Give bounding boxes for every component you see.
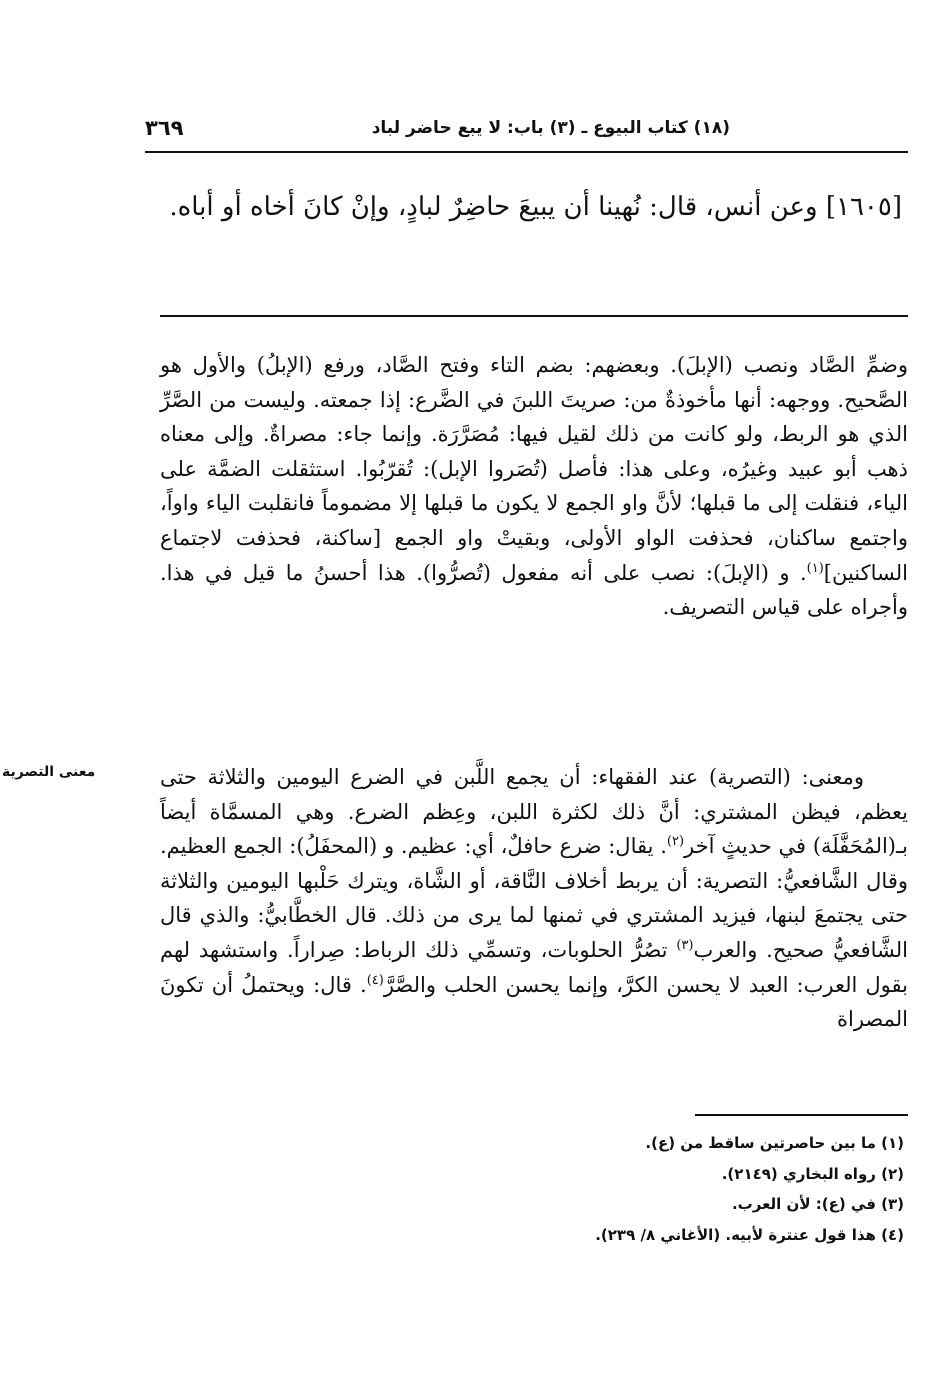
- hadith-number: [١٦٠٥]: [825, 192, 902, 222]
- commentary-paragraph-1: [160, 348, 908, 625]
- hadith-body: وعن أنس، قال: نُهينا أن يبيعَ حاضِرٌ لبادٍ، وإنْ كانَ أخاه أو أباه.: [169, 192, 818, 222]
- footnote-rule: [695, 1114, 908, 1116]
- page-header: [145, 112, 908, 152]
- footnote-marker-4[interactable]: (٤): [366, 972, 384, 988]
- commentary-text: ومعنى: (التصرية) عند الفقهاء: أن يجمع اللَّبن في الضرع اليومين والثلاثة حتى يعظم، فيظن المشتري: أنَّ ذلك لكثرة اللبن، وعِظم الضرع. وهي المسمَّاة أيضاً بـ(المُحَفَّلَة) في حديثٍ آخر: [160, 765, 908, 859]
- commentary-text: تصُرُّ الحلوبات، وتسمِّي ذلك الرباط: صِراراً. واستشهد لهم بقول العرب: العبد لا يحسن الكرَّ، وإنما يحسن الحلب والصَّرَّ: [160, 937, 908, 997]
- commentary-text: . يقال: ضرع حافلٌ، أي: عظيم. و (المحفَلُ): الجمع العظيم. وقال الشَّافعيُّ: التصرية: أن يربط أخلاف النَّاقة، أو الشَّاة، ويترك حَلْبها اليومين والثلاثة حتى يجتمعَ لبنها، فيزيد المشتري في ثمنها لما يرى من ذلك. قال الخطَّابيُّ: والذي قال الشَّافعيُّ صحيح. والعرب: [160, 834, 908, 962]
- footnotes-list: [160, 1128, 904, 1250]
- header-rule: [145, 151, 908, 153]
- hadith-text: [160, 178, 902, 236]
- commentary-paragraph-2: [160, 760, 908, 1037]
- running-head: (١٨) كتاب البيوع ـ (٣) باب: لا يبع حاضر لباد: [371, 118, 730, 138]
- footnote-marker-3[interactable]: (٣): [676, 937, 694, 953]
- commentary-text: . و (الإبلَ): نصب على أنه مفعول (تُصرُّوا). هذا أحسنُ ما قيل في هذا. وأجراه على قياس التصريف.: [160, 560, 908, 620]
- footnote-marker-2[interactable]: (٢): [666, 834, 685, 850]
- margin-note: معنى التصرية: [2, 764, 96, 780]
- commentary-text: . قال: ويحتملُ أن تكونَ المصراة: [160, 972, 908, 1032]
- section-rule: [160, 315, 908, 317]
- footnote-item: (٢) رواه البخاري (٢١٤٩).: [721, 1164, 904, 1183]
- footnote-item: (١) ما بين حاصرتين ساقط من (ع).: [645, 1134, 904, 1152]
- footnote-marker-1[interactable]: (١): [806, 560, 824, 576]
- page-number: ٣٦٩: [145, 116, 184, 140]
- footnote-item: (٣) في (ع): لأن العرب.: [731, 1195, 904, 1213]
- commentary-text: وضمِّ الصَّاد ونصب (الإبلَ). وبعضهم: بضم التاء وفتح الصَّاد، ورفع (الإبلُ) والأول هو الصَّحيح. ووجهه: أنها مأخوذةٌ من: صريتَ اللبنَ في الضَّرع: إذا جمعته. وليست من الصَّرِّ الذي هو الربط، ولو كانت من ذلك لقيل فيها: مُصَرَّرَة. وإنما جاء: مصراةٌ. وإلى معناه ذهب أبو عبيد وغيرُه، وعلى هذا: فأصل (تُصَروا الإبل): تُقرّبُوا. استثقلت الضمَّة على الياء، فنقلت إلى ما قبلها؛ لأنَّ واو الجمع لا يكون ما قبلها إلا مضموماً فانقلبت الياء واواً، واجتمع ساكنان، فحذفت الواو الأولى، وبقيتْ واو الجمع [ساكنة، فحذفت لاجتماع الساكنين]: [160, 353, 908, 585]
- footnote-item: (٤) هذا قول عنترة لأبيه. (الأغاني ٨/ ٢٣٩).: [595, 1225, 904, 1244]
